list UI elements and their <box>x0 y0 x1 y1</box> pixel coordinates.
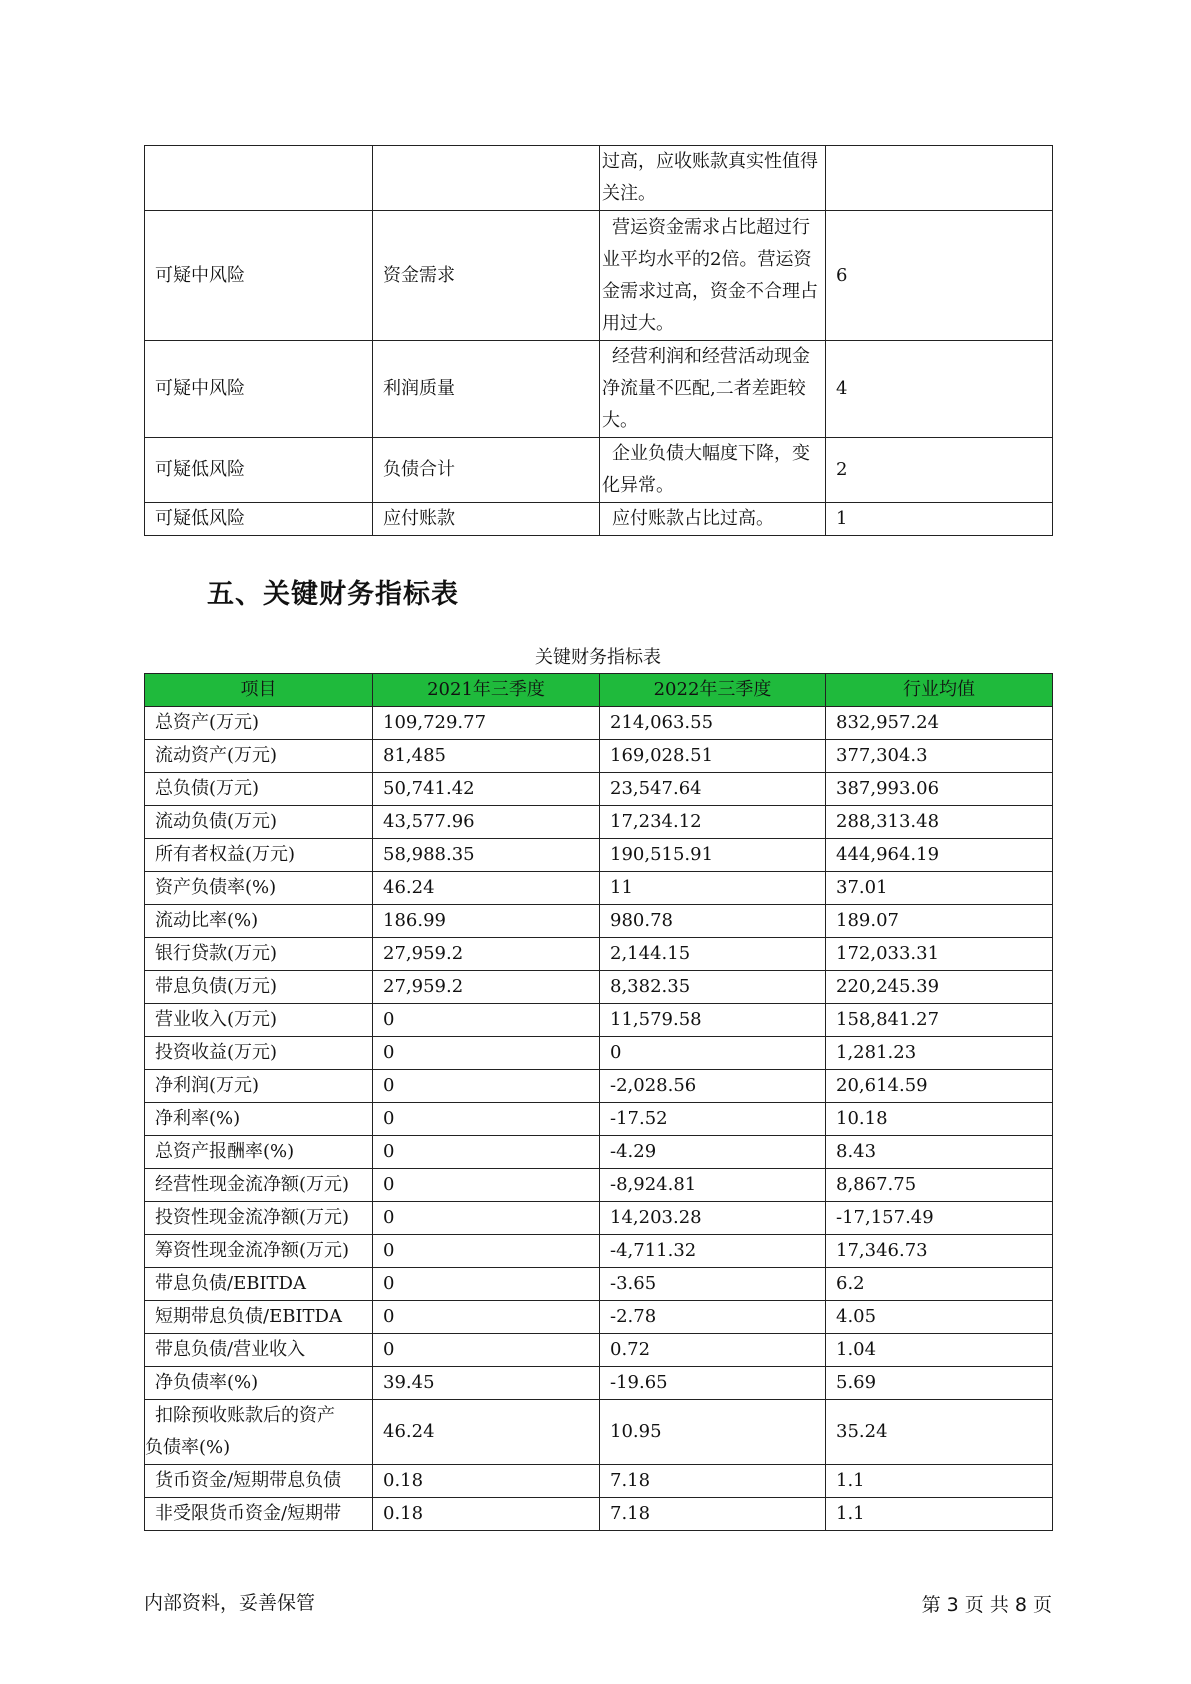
risk-item <box>373 146 600 211</box>
value-industry-average: 832,957.24 <box>826 707 1053 740</box>
value-2021: 0 <box>373 1037 600 1070</box>
value-2022: -2,028.56 <box>600 1070 826 1103</box>
value-2022: 7.18 <box>600 1465 826 1498</box>
value-2022: -19.65 <box>600 1367 826 1400</box>
header-item: 项目 <box>145 674 373 707</box>
indicator-name: 流动资产(万元) <box>145 740 373 773</box>
indicator-name: 银行贷款(万元) <box>145 938 373 971</box>
indicator-name: 非受限货币资金/短期带 <box>145 1498 373 1531</box>
value-industry-average: 387,993.06 <box>826 773 1053 806</box>
risk-description: 过高，应收账款真实性值得关注。 <box>600 146 826 211</box>
indicator-name: 带息负债/营业收入 <box>145 1334 373 1367</box>
table-row <box>145 1400 1053 1465</box>
value-2021: 0 <box>373 1202 600 1235</box>
table-row <box>145 1367 1053 1400</box>
risk-score: 1 <box>826 503 1053 536</box>
value-2021: 0.18 <box>373 1498 600 1531</box>
risk-score <box>826 146 1053 211</box>
value-2022: 0.72 <box>600 1334 826 1367</box>
table-caption: 关键财务指标表 <box>535 647 661 668</box>
risk-description-text: 企业负债大幅度下降，变化异常。 <box>602 443 810 496</box>
table-row <box>145 1136 1053 1169</box>
value-2022: 14,203.28 <box>600 1202 826 1235</box>
value-2021: 58,988.35 <box>373 839 600 872</box>
value-industry-average: 35.24 <box>826 1400 1053 1465</box>
value-2021: 43,577.96 <box>373 806 600 839</box>
table-row <box>145 1103 1053 1136</box>
value-2022: 11 <box>600 872 826 905</box>
value-industry-average: 5.69 <box>826 1367 1053 1400</box>
value-2021: 50,741.42 <box>373 773 600 806</box>
risk-item: 应付账款 <box>373 503 600 536</box>
value-industry-average: 4.05 <box>826 1301 1053 1334</box>
table-row <box>145 707 1053 740</box>
indicator-name: 净利润(万元) <box>145 1070 373 1103</box>
indicator-name: 投资收益(万元) <box>145 1037 373 1070</box>
risk-description <box>600 341 826 438</box>
value-industry-average: 377,304.3 <box>826 740 1053 773</box>
risk-item: 负债合计 <box>373 438 600 503</box>
table-row <box>145 839 1053 872</box>
indicator-name: 总资产(万元) <box>145 707 373 740</box>
value-industry-average: 8,867.75 <box>826 1169 1053 1202</box>
indicator-name: 货币资金/短期带息负债 <box>145 1465 373 1498</box>
table-row <box>145 1465 1053 1498</box>
table-row <box>145 740 1053 773</box>
value-industry-average: 1.1 <box>826 1498 1053 1531</box>
value-industry-average: 444,964.19 <box>826 839 1053 872</box>
value-2021: 0 <box>373 1235 600 1268</box>
value-2022: 7.18 <box>600 1498 826 1531</box>
footer-page-number: 第 3 页 共 8 页 <box>921 1594 1052 1616</box>
value-2021: 39.45 <box>373 1367 600 1400</box>
risk-level: 可疑低风险 <box>145 503 373 536</box>
value-industry-average: -17,157.49 <box>826 1202 1053 1235</box>
risk-description-text: 经营利润和经营活动现金净流量不匹配,二者差距较大。 <box>602 346 810 431</box>
header-industry-average: 行业均值 <box>826 674 1053 707</box>
indicator-name-line: 负债率(%) <box>145 1437 231 1458</box>
value-industry-average: 1,281.23 <box>826 1037 1053 1070</box>
risk-description-text: 应付账款占比过高。 <box>612 508 774 529</box>
value-industry-average: 158,841.27 <box>826 1004 1053 1037</box>
value-industry-average: 37.01 <box>826 872 1053 905</box>
header-2022: 2022年三季度 <box>600 674 826 707</box>
value-2022: 2,144.15 <box>600 938 826 971</box>
value-2022: -2.78 <box>600 1301 826 1334</box>
risk-item: 利润质量 <box>373 341 600 438</box>
table-body <box>145 707 1053 1531</box>
value-2021: 27,959.2 <box>373 938 600 971</box>
financial-indicators-table <box>144 673 1053 1531</box>
risk-description <box>600 438 826 503</box>
value-2021: 109,729.77 <box>373 707 600 740</box>
risk-description-text: 营运资金需求占比超过行业平均水平的2倍。营运资金需求过高，资金不合理占用过大。 <box>602 216 818 334</box>
risk-level: 可疑中风险 <box>145 211 373 341</box>
value-2021: 46.24 <box>373 872 600 905</box>
value-2022: 11,579.58 <box>600 1004 826 1037</box>
indicator-name: 短期带息负债/EBITDA <box>145 1301 373 1334</box>
value-2022: 8,382.35 <box>600 971 826 1004</box>
indicator-name: 所有者权益(万元) <box>145 839 373 872</box>
table-row <box>145 905 1053 938</box>
value-2021: 0.18 <box>373 1465 600 1498</box>
value-2022: 17,234.12 <box>600 806 826 839</box>
risk-level <box>145 146 373 211</box>
table-row <box>145 1334 1053 1367</box>
value-industry-average: 172,033.31 <box>826 938 1053 971</box>
value-2022: -4,711.32 <box>600 1235 826 1268</box>
table-row <box>145 971 1053 1004</box>
indicator-name <box>145 1400 373 1465</box>
value-2022: 190,515.91 <box>600 839 826 872</box>
indicator-name: 资产负债率(%) <box>145 872 373 905</box>
risk-row <box>145 146 1053 211</box>
table-row <box>145 1070 1053 1103</box>
value-2021: 0 <box>373 1268 600 1301</box>
value-2021: 186.99 <box>373 905 600 938</box>
risk-row <box>145 503 1053 536</box>
value-2022: 980.78 <box>600 905 826 938</box>
table-row <box>145 773 1053 806</box>
value-industry-average: 288,313.48 <box>826 806 1053 839</box>
table-row <box>145 872 1053 905</box>
value-2022: 23,547.64 <box>600 773 826 806</box>
risk-item: 资金需求 <box>373 211 600 341</box>
risk-score: 4 <box>826 341 1053 438</box>
table-row <box>145 806 1053 839</box>
table-row <box>145 1202 1053 1235</box>
table-row <box>145 1268 1053 1301</box>
value-2021: 0 <box>373 1301 600 1334</box>
risk-description <box>600 503 826 536</box>
footer-confidential-note: 内部资料，妥善保管 <box>144 1592 316 1614</box>
table-row <box>145 1037 1053 1070</box>
indicator-name: 流动比率(%) <box>145 905 373 938</box>
value-2021: 46.24 <box>373 1400 600 1465</box>
risk-row <box>145 211 1053 341</box>
value-industry-average: 189.07 <box>826 905 1053 938</box>
table-row <box>145 1235 1053 1268</box>
value-2022: 10.95 <box>600 1400 826 1465</box>
indicator-name: 投资性现金流净额(万元) <box>145 1202 373 1235</box>
risk-level: 可疑低风险 <box>145 438 373 503</box>
indicator-name: 净利率(%) <box>145 1103 373 1136</box>
risk-row <box>145 341 1053 438</box>
table-header-row <box>145 674 1053 707</box>
value-industry-average: 220,245.39 <box>826 971 1053 1004</box>
value-industry-average: 1.1 <box>826 1465 1053 1498</box>
value-2022: -4.29 <box>600 1136 826 1169</box>
risk-table <box>144 145 1053 536</box>
value-2021: 0 <box>373 1070 600 1103</box>
value-2022: -8,924.81 <box>600 1169 826 1202</box>
risk-description <box>600 211 826 341</box>
value-2021: 0 <box>373 1103 600 1136</box>
indicator-name: 总资产报酬率(%) <box>145 1136 373 1169</box>
value-industry-average: 1.04 <box>826 1334 1053 1367</box>
indicator-name: 经营性现金流净额(万元) <box>145 1169 373 1202</box>
indicator-name: 营业收入(万元) <box>145 1004 373 1037</box>
indicator-name: 总负债(万元) <box>145 773 373 806</box>
table-row <box>145 1169 1053 1202</box>
header-2021: 2021年三季度 <box>373 674 600 707</box>
value-2021: 0 <box>373 1169 600 1202</box>
section-heading: 五、关键财务指标表 <box>207 579 459 610</box>
table-row <box>145 938 1053 971</box>
indicator-name-line: 扣除预收账款后的资产 <box>155 1405 335 1426</box>
risk-row <box>145 438 1053 503</box>
value-2021: 0 <box>373 1136 600 1169</box>
indicator-name: 带息负债/EBITDA <box>145 1268 373 1301</box>
value-2022: -3.65 <box>600 1268 826 1301</box>
value-industry-average: 10.18 <box>826 1103 1053 1136</box>
value-industry-average: 6.2 <box>826 1268 1053 1301</box>
value-industry-average: 17,346.73 <box>826 1235 1053 1268</box>
value-2021: 81,485 <box>373 740 600 773</box>
value-2022: 214,063.55 <box>600 707 826 740</box>
indicator-name: 净负债率(%) <box>145 1367 373 1400</box>
value-2021: 0 <box>373 1004 600 1037</box>
risk-score: 2 <box>826 438 1053 503</box>
indicator-name: 带息负债(万元) <box>145 971 373 1004</box>
indicator-name: 筹资性现金流净额(万元) <box>145 1235 373 1268</box>
indicator-name: 流动负债(万元) <box>145 806 373 839</box>
risk-level: 可疑中风险 <box>145 341 373 438</box>
table-row <box>145 1498 1053 1531</box>
value-2022: 169,028.51 <box>600 740 826 773</box>
value-industry-average: 8.43 <box>826 1136 1053 1169</box>
value-2022: -17.52 <box>600 1103 826 1136</box>
value-industry-average: 20,614.59 <box>826 1070 1053 1103</box>
table-row <box>145 1004 1053 1037</box>
table-row <box>145 1301 1053 1334</box>
value-2021: 27,959.2 <box>373 971 600 1004</box>
risk-score: 6 <box>826 211 1053 341</box>
value-2021: 0 <box>373 1334 600 1367</box>
value-2022: 0 <box>600 1037 826 1070</box>
